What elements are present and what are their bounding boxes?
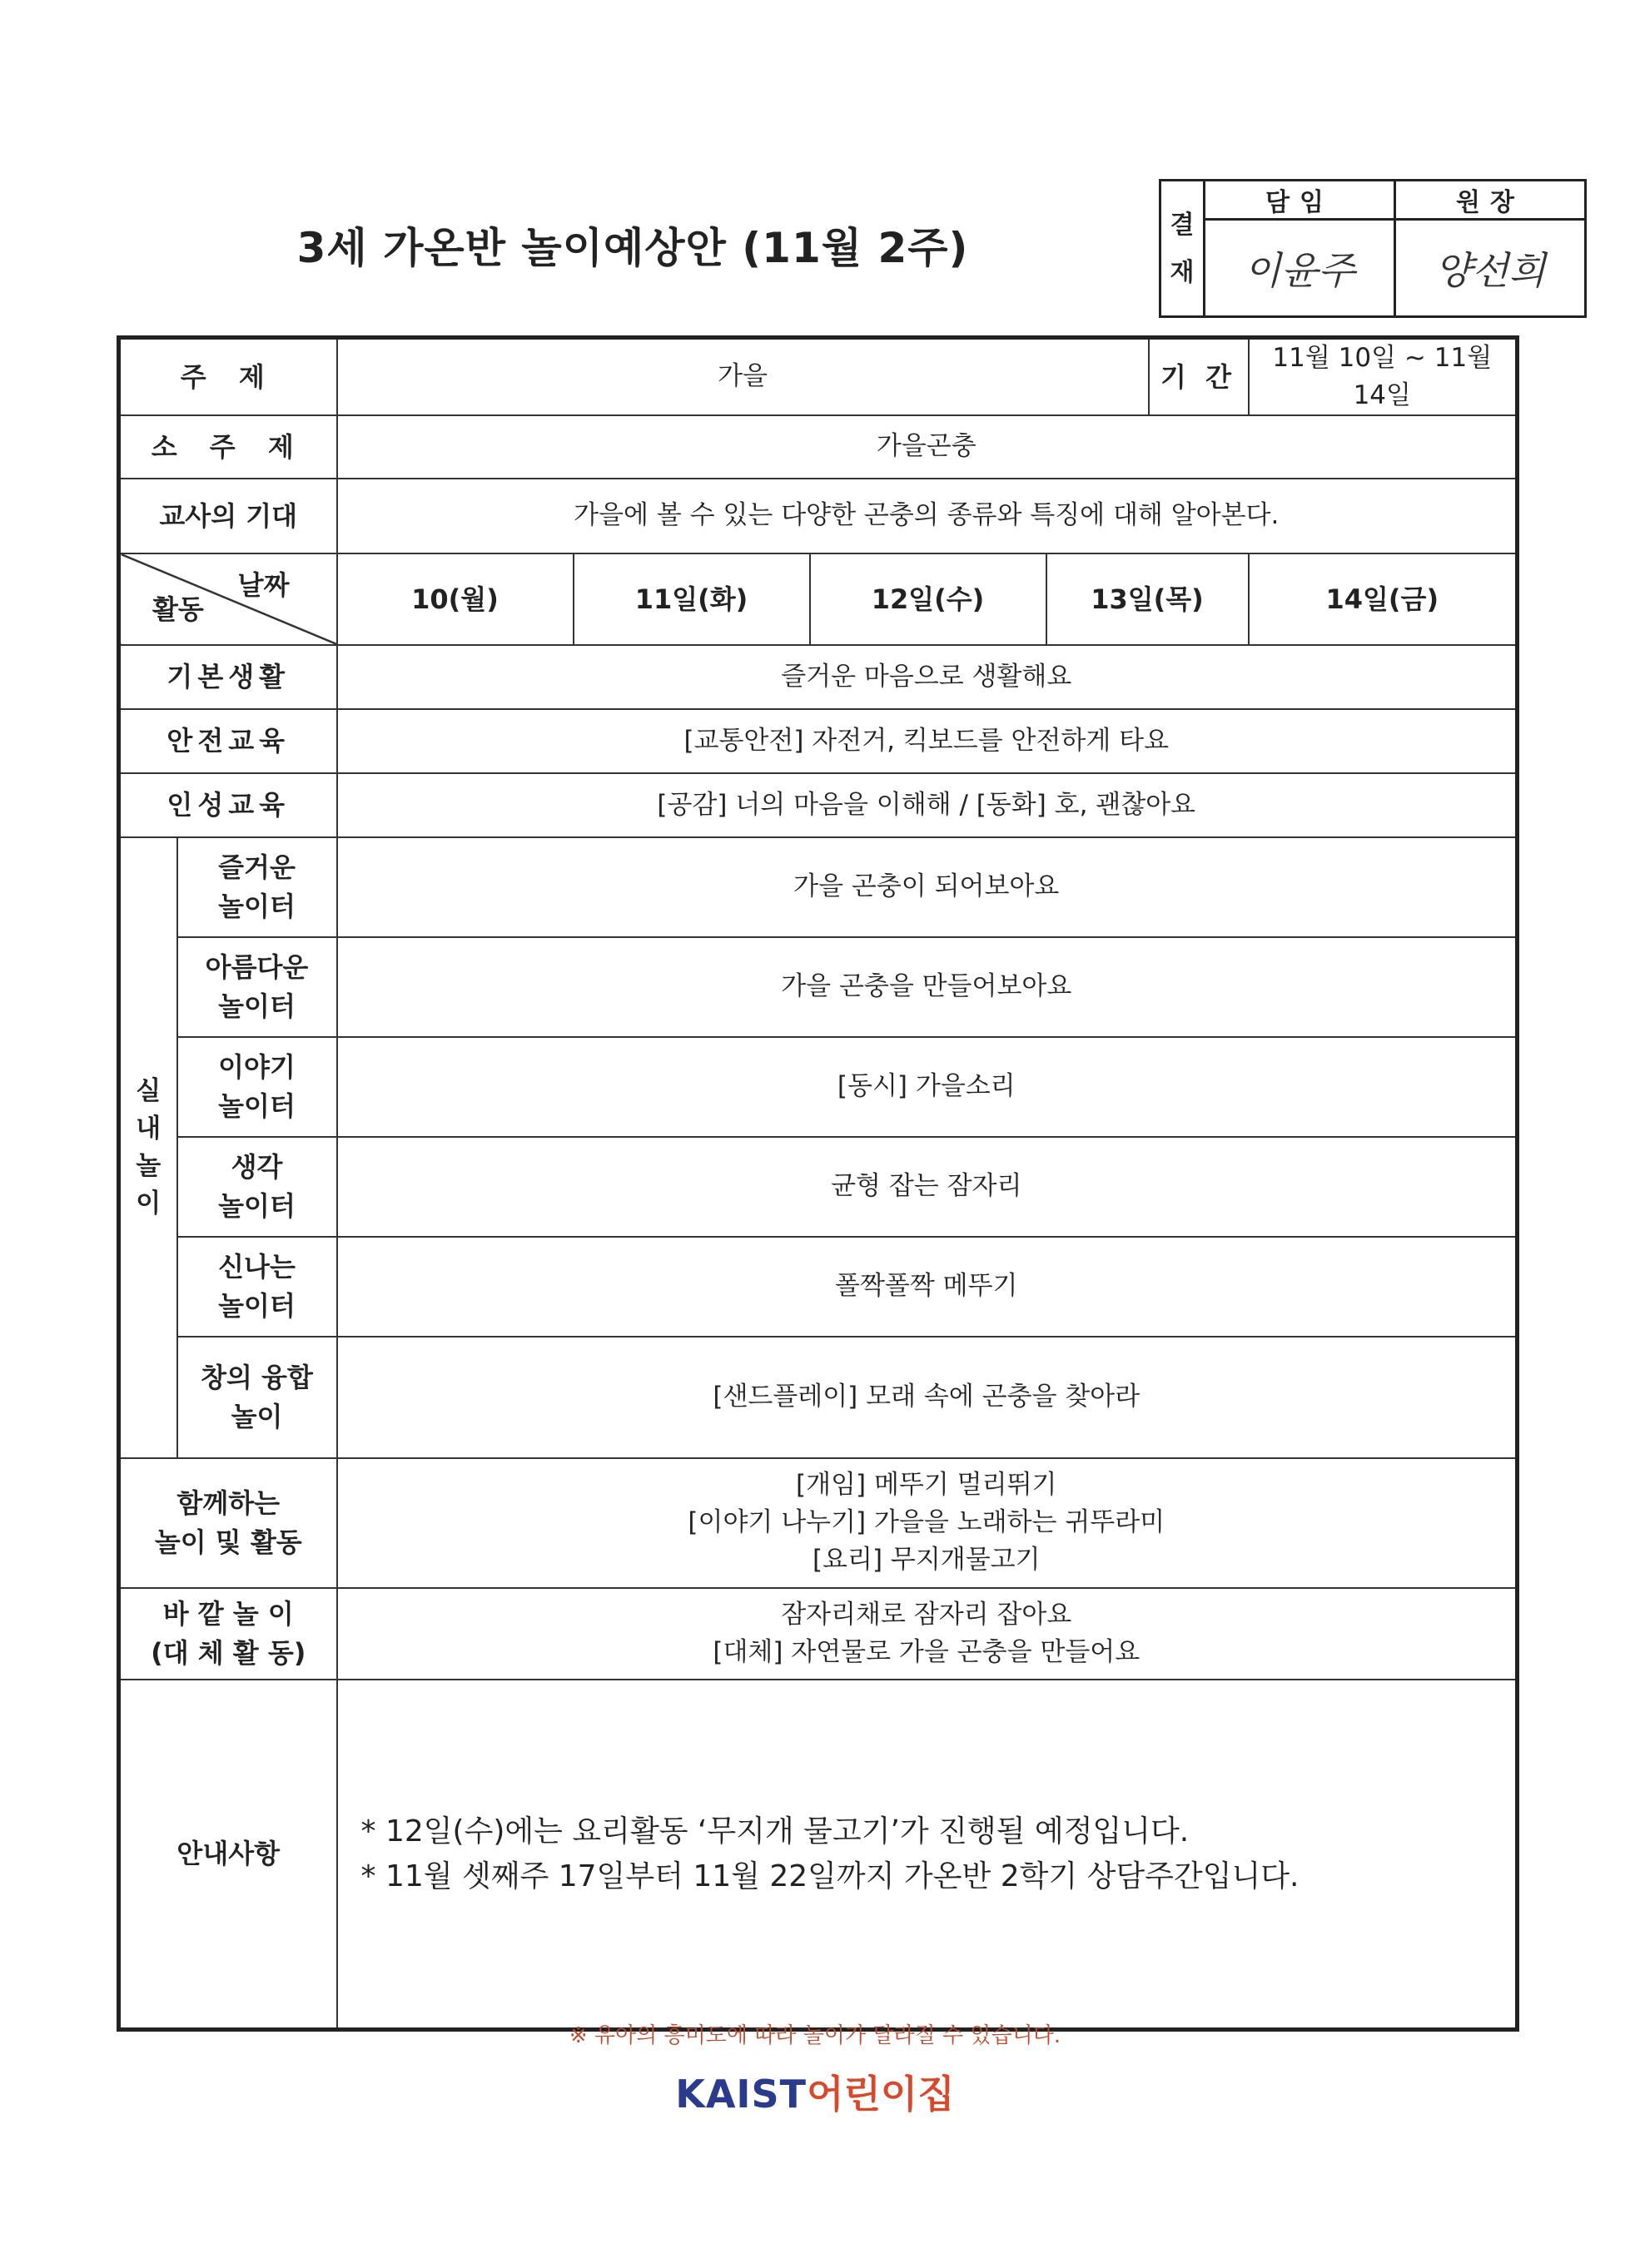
day-wed: 12일(수) bbox=[810, 553, 1046, 645]
indoor-area-content: 균형 잡는 잠자리 bbox=[337, 1137, 1518, 1237]
together-item: [개임] 메뚜기 멀리뛰기 bbox=[796, 1470, 1057, 1501]
area-label-line: 놀이터 bbox=[218, 1089, 296, 1122]
teacher-expectation-label: 교사의 기대 bbox=[119, 479, 337, 553]
basic-life-label: 기본생활 bbox=[119, 645, 337, 709]
area-label-line: 놀이터 bbox=[218, 990, 296, 1022]
together-item: [요리] 무지개물고기 bbox=[812, 1545, 1041, 1576]
area-label-line: 놀이터 bbox=[218, 1289, 296, 1322]
indoor-label-char-3: 놀 bbox=[136, 1150, 162, 1181]
indoor-area-content: [샌드플레이] 모래 속에 곤충을 찾아라 bbox=[337, 1337, 1518, 1458]
day-fri: 14일(금) bbox=[1249, 553, 1518, 645]
approval-header-teacher: 담임 bbox=[1205, 181, 1395, 220]
play-plan-table bbox=[117, 335, 1519, 2032]
area-label-line: 놀이 bbox=[231, 1400, 283, 1432]
area-label-line: 놀이터 bbox=[218, 1189, 296, 1222]
indoor-area-label bbox=[177, 1337, 337, 1458]
indoor-area-label bbox=[177, 1137, 337, 1237]
outdoor-label-line: (대 체 활 동) bbox=[151, 1636, 306, 1669]
together-play-label bbox=[119, 1458, 337, 1588]
together-label-line: 놀이 및 활동 bbox=[154, 1526, 302, 1558]
area-label-line: 생각 bbox=[231, 1151, 283, 1184]
safety-label: 안전교육 bbox=[119, 709, 337, 773]
area-label-line: 신나는 bbox=[218, 1251, 296, 1283]
footer-note: ※ 유아의 흥미도에 따라 놀이가 달라질 수 있습니다. bbox=[569, 2023, 1061, 2048]
safety-value: [교통안전] 자전거, 킥보드를 안전하게 타요 bbox=[337, 709, 1518, 773]
area-label-line: 놀이터 bbox=[218, 890, 296, 922]
activity-label: 활동 bbox=[152, 593, 204, 626]
day-tue: 11일(화) bbox=[574, 553, 810, 645]
character-value: [공감] 너의 마음을 이해해 / [동화] 호, 괜찮아요 bbox=[337, 773, 1518, 837]
page-title: 3세 가온반 놀이예상안 (11월 2주) bbox=[296, 224, 969, 272]
date-label: 날짜 bbox=[237, 568, 290, 601]
together-label-line: 함께하는 bbox=[176, 1487, 281, 1520]
period-value: 11월 10일 ~ 11월 14일 bbox=[1249, 338, 1518, 415]
day-mon: 10(월) bbox=[337, 553, 574, 645]
area-label-line: 즐거운 bbox=[218, 851, 296, 884]
director-signature: 양선희 bbox=[1395, 220, 1586, 317]
area-label-line: 아름다운 bbox=[205, 951, 309, 984]
period-label: 기 간 bbox=[1149, 338, 1249, 415]
character-label: 인성교육 bbox=[119, 773, 337, 837]
notice-item: * 12일(수)에는 요리활동 ‘무지개 물고기’가 진행될 예정입니다. bbox=[360, 1814, 1190, 1849]
indoor-label-char-2: 내 bbox=[136, 1113, 162, 1144]
indoor-area-label bbox=[177, 1237, 337, 1337]
outdoor-label-line: 바 깥 놀 이 bbox=[162, 1598, 294, 1630]
indoor-play-label bbox=[119, 837, 177, 1458]
indoor-area-content: 가을 곤충을 만들어보아요 bbox=[337, 937, 1518, 1037]
basic-life-value: 즐거운 마음으로 생활해요 bbox=[337, 645, 1518, 709]
teacher-signature: 이윤주 bbox=[1205, 220, 1395, 317]
indoor-label-char-1: 실 bbox=[136, 1076, 162, 1106]
kaist-kindergarten-logo bbox=[0, 2064, 1630, 2119]
subtopic-value: 가을곤충 bbox=[337, 415, 1518, 479]
indoor-area-content: 가을 곤충이 되어보아요 bbox=[337, 837, 1518, 937]
outdoor-play-content bbox=[337, 1588, 1518, 1680]
notice-label: 안내사항 bbox=[119, 1680, 337, 2030]
topic-label: 주 제 bbox=[119, 338, 337, 415]
together-item: [이야기 나누기] 가을을 노래하는 귀뚜라미 bbox=[688, 1507, 1165, 1538]
approval-side-label-1: 결 bbox=[1170, 210, 1195, 240]
date-activity-header bbox=[119, 553, 337, 645]
notice-content bbox=[337, 1680, 1518, 2030]
indoor-area-content: [동시] 가을소리 bbox=[337, 1037, 1518, 1137]
logo-kindergarten-text: 어린이집 bbox=[807, 2072, 955, 2117]
teacher-expectation-value: 가을에 볼 수 있는 다양한 곤충의 종류와 특징에 대해 알아본다. bbox=[337, 479, 1518, 553]
outdoor-play-label bbox=[119, 1588, 337, 1680]
area-label-line: 이야기 bbox=[218, 1051, 296, 1084]
topic-value: 가을 bbox=[337, 338, 1149, 415]
area-label-line: 창의 융합 bbox=[201, 1362, 313, 1394]
indoor-area-content: 폴짝폴짝 메뚜기 bbox=[337, 1237, 1518, 1337]
indoor-area-label bbox=[177, 937, 337, 1037]
together-play-content bbox=[337, 1458, 1518, 1588]
indoor-label-char-4: 이 bbox=[136, 1188, 162, 1218]
day-thu: 13일(목) bbox=[1046, 553, 1249, 645]
approval-side-label bbox=[1160, 181, 1205, 317]
notice-item: * 11월 셋째주 17일부터 11월 22일까지 가온반 2학기 상담주간입니다. bbox=[360, 1859, 1300, 1893]
approval-box bbox=[1159, 179, 1587, 318]
subtopic-label: 소 주 제 bbox=[119, 415, 337, 479]
indoor-area-label bbox=[177, 837, 337, 937]
logo-kaist-text: KAIST bbox=[675, 2072, 808, 2117]
approval-side-label-2: 재 bbox=[1170, 257, 1195, 287]
outdoor-item: [대체] 자연물로 가을 곤충을 만들어요 bbox=[713, 1636, 1141, 1667]
approval-header-director: 원장 bbox=[1395, 181, 1586, 220]
outdoor-item: 잠자리채로 잠자리 잡아요 bbox=[781, 1599, 1072, 1630]
indoor-area-label bbox=[177, 1037, 337, 1137]
